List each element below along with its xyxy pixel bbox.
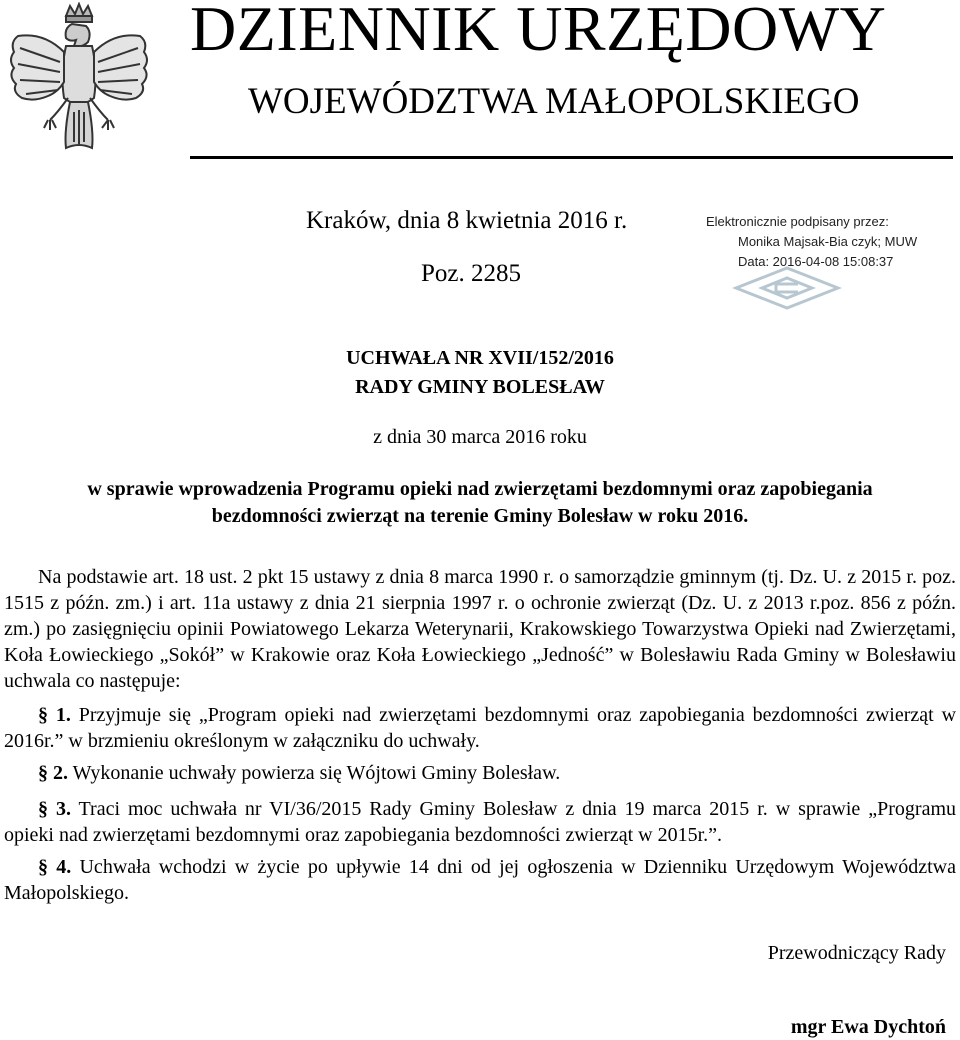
resolution-title: UCHWAŁA NR XVII/152/2016 [346,347,614,369]
signature-date: Data: 2016-04-08 15:08:37 [738,254,894,269]
paragraph-number: § 1. [38,704,71,726]
paragraph-1 [4,702,956,754]
signatory-name: mgr Ewa Dychtoń [790,1016,946,1038]
paragraph-4 [4,854,956,906]
resolution-council: RADY GMINY BOLESŁAW [355,376,605,398]
paragraph-text: Uchwała wchodzi w życie po upływie 14 dni od jej ogłoszenia w Dzienniku Urzędowym Województwa Małopolskiego. [4,856,957,904]
polish-eagle-emblem-icon [4,2,154,154]
paragraph-text: Traci moc uchwała nr VI/36/2015 Rady Gminy Bolesław z dnia 19 marca 2015 r. w sprawie „Programu opieki nad zwierzętami bezdomnymi oraz zapobiegania bezdomności zwierząt w 2015r.”. [4,798,956,846]
position-number: Poz. 2285 [421,260,521,287]
resolution-subject-line-2: bezdomności zwierząt na terenie Gminy Bolesław w roku 2016. [211,505,749,527]
resolution-date: z dnia 30 marca 2016 roku [373,426,587,448]
journal-title: DZIENNIK URZĘDOWY [190,0,887,64]
header-divider [190,156,953,159]
resolution-subject-line-1: w sprawie wprowadzenia Programu opieki nad zwierzętami bezdomnymi oraz zapobiegania [87,478,873,500]
e-signature-logo-icon [732,264,842,310]
place-date: Kraków, dnia 8 kwietnia 2016 r. [306,207,628,234]
legal-basis-preamble: Na podstawie art. 18 ust. 2 pkt 15 ustawy z dnia 8 marca 1990 r. o samorządzie gminnym (tj. Dz. U. z 2015 r. poz. 1515 z późn. zm.) i art. 11a ustawy z dnia 21 sierpnia 1997 r. o ochronie zwierząt (Dz. U. z 2013 r.poz. 856 z późn. zm.) po zasięgnięciu opinii Powiatowego Lekarza Weterynarii, Krakowskiego Towarzystwa Opieki nad Zwierzętami, Koła Łowieckiego „Sokół” w Krakowie oraz Koła Łowieckiego „Jedność” w Bolesławiu Rada Gminy w Bolesławiu uchwala co następuje: [4,566,956,692]
paragraph-number: § 2. [38,762,68,784]
paragraph-2 [4,760,956,786]
paragraph-text: Przyjmuje się „Program opieki nad zwierzętami bezdomnymi oraz zapobiegania bezdomności zwierząt w 2016r.” w brzmieniu określonym w załączniku do uchwały. [4,704,957,752]
paragraph-number: § 3. [38,798,71,820]
paragraph-number: § 4. [38,856,72,878]
signature-label: Elektronicznie podpisany przez: [706,214,889,229]
journal-subtitle: WOJEWÓDZTWA MAŁOPOLSKIEGO [248,81,860,122]
signatory-title: Przewodniczący Rady [767,942,946,964]
electronic-signature-stamp [700,210,940,310]
paragraph-3 [4,796,956,848]
paragraph-text: Wykonanie uchwały powierza się Wójtowi Gminy Bolesław. [68,762,561,784]
signature-signer: Monika Majsak-Bia czyk; MUW [738,234,918,249]
